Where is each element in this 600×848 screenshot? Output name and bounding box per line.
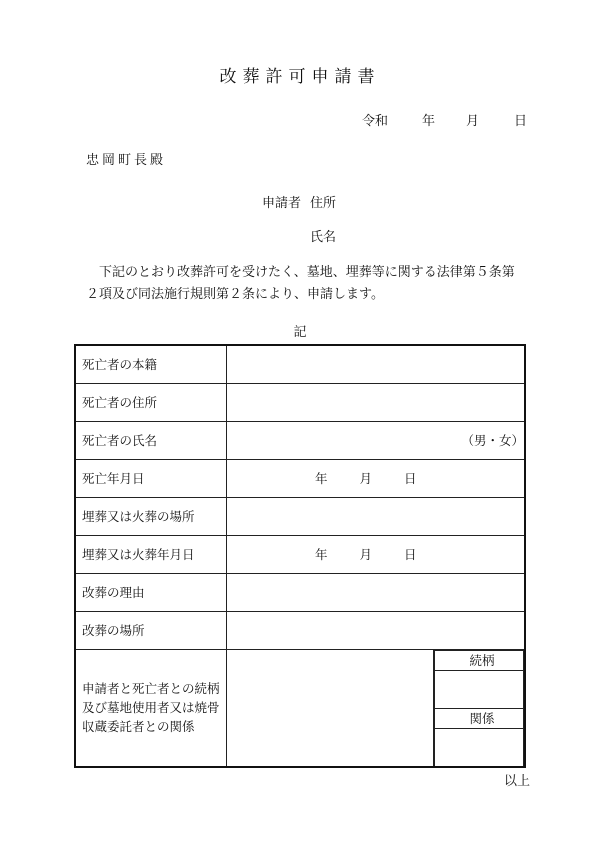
date-year: 年 [422,114,436,129]
field-burial-place[interactable] [227,497,526,535]
zokugara-label: 続柄 [435,650,524,670]
death-year: 年 [315,471,328,486]
label-relationship [75,649,227,767]
label-death-date: 死亡年月日 [75,459,227,497]
death-day: 日 [404,471,417,486]
label-burial-place: 埋葬又は火葬の場所 [75,497,227,535]
burial-day: 日 [404,547,417,562]
relationship-line-1: 申請者と死亡者との続柄 [82,681,220,697]
field-burial-date[interactable] [227,535,526,573]
sex-choice: （男・女） [461,433,524,448]
application-table [74,344,526,768]
body-text: 下記のとおり改葬許可を受けたく、墓地、埋葬等に関する法律第５条第２項及び同法施行規則第２条により、申請します。 [86,265,515,302]
addressee: 忠岡町長殿 [86,153,167,168]
date-month: 月 [466,114,480,129]
field-reason[interactable] [227,573,526,611]
label-address: 死亡者の住所 [75,383,227,421]
field-name[interactable] [227,421,526,459]
label-reburial-place: 改葬の場所 [75,611,227,649]
date-day: 日 [514,114,528,129]
label-reason: 改葬の理由 [75,573,227,611]
field-relationship[interactable] [227,649,434,767]
burial-month: 月 [359,547,373,562]
field-reburial-place[interactable] [227,611,526,649]
ki-heading: 記 [293,325,307,340]
label-burial-date: 埋葬又は火葬年月日 [75,535,227,573]
field-death-date[interactable] [227,459,526,497]
applicant-address-label: 住所 [310,196,337,211]
date-era: 令和 [362,114,389,129]
label-honseki: 死亡者の本籍 [75,345,227,383]
zokugara-field[interactable] [435,670,524,708]
burial-year: 年 [315,547,328,562]
field-address[interactable] [227,383,526,421]
kankei-field[interactable] [435,728,524,766]
field-honseki[interactable] [227,345,526,383]
kankei-label: 関係 [435,708,524,728]
applicant-prefix: 申請者 [262,196,302,211]
applicant-name-label: 氏名 [310,230,337,245]
relationship-line-2: 及び墓地使用者又は焼骨 [82,700,220,716]
document-title: 改葬許可申請書 [219,67,381,87]
relationship-subcells [434,649,526,767]
death-month: 月 [359,471,373,486]
footer-end: 以上 [504,774,531,789]
relationship-line-3: 収蔵委託者との関係 [82,719,195,735]
label-name: 死亡者の氏名 [75,421,227,459]
